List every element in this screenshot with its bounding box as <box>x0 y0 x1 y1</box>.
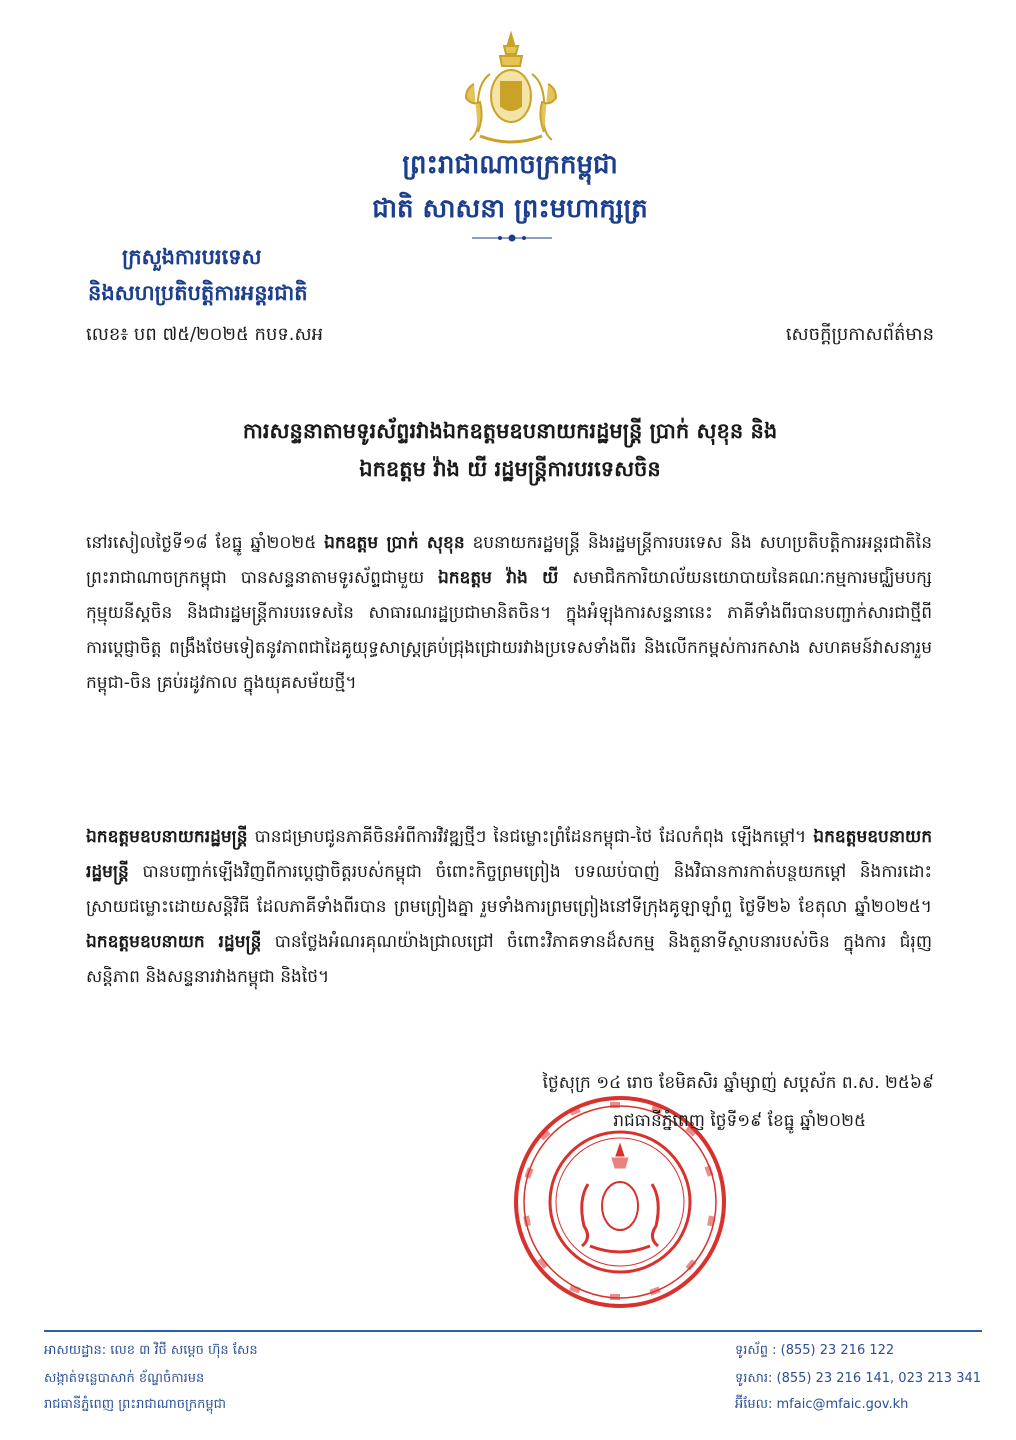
p2-bold-b: ឯកឧត្តមឧបនាយករដ្ឋមន្ត្រី <box>86 827 932 882</box>
footer-address-line1: អាសយដ្ឋាន: លេខ ៣ វិថី សម្តេច ហ៊ុន សែន <box>44 1343 258 1358</box>
press-release-title-line1: ការសន្ទនាតាមទូរស័ព្ទរវាងឯកឧត្តមឧបនាយករដ្ឋមន្ត្រី ប្រាក់ សុខុន និង <box>242 419 778 443</box>
p1-text-b: ឧបនាយករដ្ឋមន្ត្រី និងរដ្ឋមន្ត្រីការបរទេស និង សហប្រតិបត្តិការអន្តរជាតិនៃព្រះរាជាណាចក្រកម្ពុជា បានសន្ទនាតាមទូរស័ព្ទជាមួយ <box>86 533 932 588</box>
p1-bold-b: ឯកឧត្តម វ៉ាង យី <box>437 568 559 588</box>
footer-email[interactable]: អ៊ីមែល: mfaic@mfaic.gov.kh <box>735 1397 909 1412</box>
footer-fax: ទូរសារ: (855) 23 216 141, 023 213 341 <box>735 1371 982 1386</box>
body-paragraph-2 <box>86 820 932 995</box>
p2-bold-c: ឯកឧត្តមឧបនាយក រដ្ឋមន្ត្រី <box>86 932 262 952</box>
p2-text-a: បានជម្រាបជូនភាគីចិនអំពីការវិវឌ្ឍថ្មីៗ នៃជម្លោះព្រំដែនកម្ពុជា-ថៃ ដែលកំពុង ឡើងកម្តៅ។ <box>247 827 814 847</box>
p1-text-c: សមាជិកការិយាល័យនយោបាយនៃគណៈកម្មការមជ្ឈិមបក្សកុម្មុយនីស្តចិន និងជារដ្ឋមន្ត្រីការបរទេសនៃ សាធារណរដ្ឋប្រជាមានិតចិន។ ក្នុងអំឡុងការសន្ទនានេះ ភាគីទាំងពីរបានបញ្ជាក់សារជាថ្មីពីការប្តេជ្ញាចិត្ត ពង្រឹងថែមទៀតនូវភាពជាដៃគូយុទ្ធសាស្ត្រគ្រប់ជ្រុងជ្រោយរវាងប្រទេសទាំងពីរ និងលើកកម្ពស់ការកសាង សហគមន៍វាសនារួមកម្ពុជា-ចិន គ្រប់រដូវកាល ក្នុងយុគសម័យថ្មី។ <box>86 568 932 693</box>
p2-text-c: បានថ្លែងអំណរគុណយ៉ាងជ្រាលជ្រៅ ចំពោះវិភាគទានដ៏សកម្ម និងតួនាទីស្ថាបនារបស់ចិន ក្នុងការ ជំរុញសន្តិភាព និងសន្ទនារវាងកម្ពុជា និងថៃ។ <box>86 932 932 987</box>
p1-text-a: នៅរសៀលថ្ងៃទី១៨ ខែធ្នូ ឆ្នាំ២០២៥ <box>86 533 325 553</box>
footer-address-line3: រាជធានីភ្នំពេញ ព្រះរាជាណាចក្រកម្ពុជា <box>44 1397 226 1412</box>
national-motto: ជាតិ សាសនា ព្រះមហាក្សត្រ <box>372 194 648 224</box>
document-type: សេចក្តីប្រកាសព័ត៌មាន <box>785 324 934 345</box>
ministry-name-line1: ក្រសួងការបរទេស <box>122 245 262 269</box>
p2-text-b: បានបញ្ជាក់ឡើងវិញពីការប្តេជ្ញាចិត្តរបស់កម្ពុជា ចំពោះកិច្ចព្រមព្រៀង បទឈប់បាញ់ និងវិធានការកាត់បន្ថយកម្តៅ និងការដោះស្រាយជម្លោះដោយសន្តិវិធី ដែលភាគីទាំងពីរបាន ព្រមព្រៀងគ្នា រួមទាំងការព្រមព្រៀងនៅទីក្រុងគូឡាឡាំពួ ថ្ងៃទី២៦ ខែតុលា ឆ្នាំ២០២៥។ <box>86 862 932 917</box>
lunar-date: ថ្ងៃសុក្រ ១៤ រោច ខែមិគសិរ ឆ្នាំម្សាញ់ សប្តស័ក ព.ស. ២៥៦៩ <box>542 1073 934 1093</box>
footer-divider <box>44 1330 982 1332</box>
footer-address-line2: សង្កាត់ទន្លេបាសាក់ ខ័ណ្ឌចំការមន <box>44 1371 205 1386</box>
solar-date: រាជធានីភ្នំពេញ ថ្ងៃទី១៩ ខែធ្នូ ឆ្នាំ២០២៥ <box>613 1111 866 1131</box>
royal-emblem-icon <box>452 30 570 150</box>
p2-bold-a: ឯកឧត្តមឧបនាយករដ្ឋមន្ត្រី <box>86 827 248 847</box>
ministry-name-line2: និងសហប្រតិបត្តិការអន្តរជាតិ <box>88 281 308 305</box>
reference-number: លេខ៖ បព ៧៥/២០២៥ កបទ.សអ <box>86 324 324 345</box>
footer-phone: ទូរស័ព្ទ : (855) 23 216 122 <box>735 1343 895 1358</box>
body-paragraph-1 <box>86 526 932 701</box>
press-release-title-line2: ឯកឧត្តម វ៉ាង យី រដ្ឋមន្ត្រីការបរទេសចិន <box>359 457 661 481</box>
kingdom-title: ព្រះរាជាណាចក្រកម្ពុជា <box>402 150 618 180</box>
ornament-divider-icon <box>470 232 554 244</box>
p1-bold-a: ឯកឧត្តម ប្រាក់ សុខុន <box>324 533 465 553</box>
